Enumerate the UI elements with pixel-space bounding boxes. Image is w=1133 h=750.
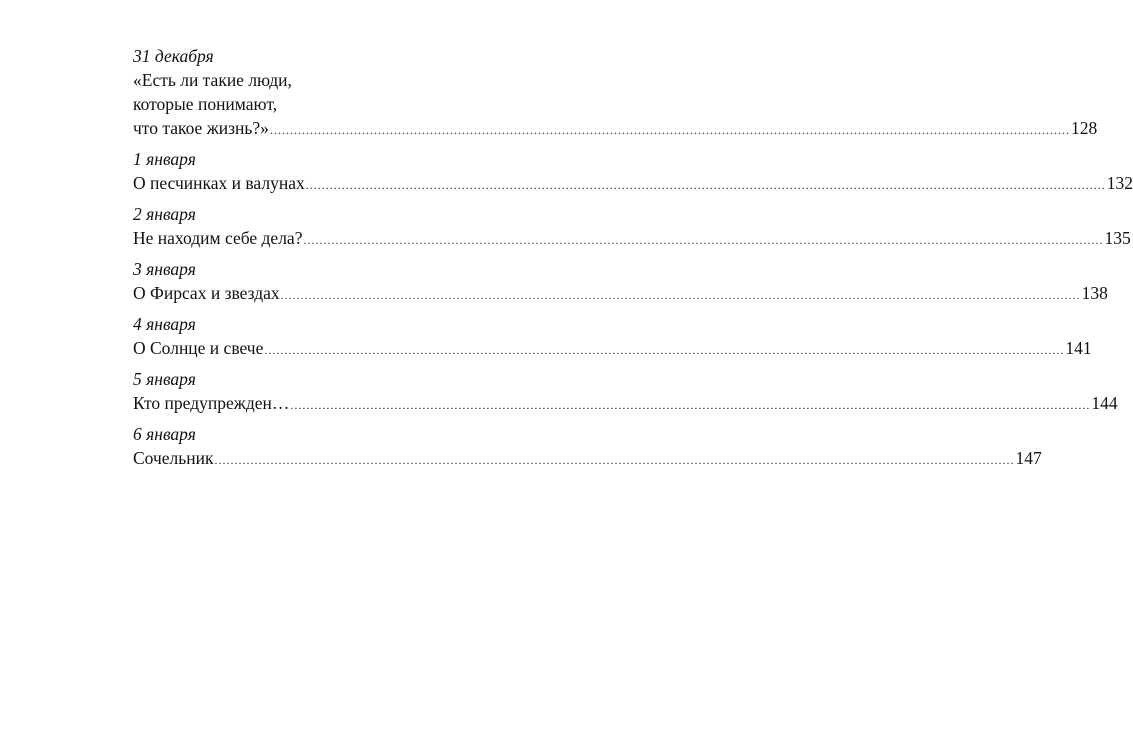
entry-title: О Фирсах и звездах [133,283,280,303]
toc-entry-jan-2 [133,202,1131,250]
entry-title: Не находим себе дела? [133,228,303,248]
toc-entry-jan-1 [133,147,1133,195]
entry-title: что такое жизнь?» [133,118,269,138]
entry-date: 31 декабря [133,46,214,66]
entry-title: Кто предупрежден… [133,393,290,413]
toc-entry-jan-6 [133,422,1042,470]
dot-leader: ........................................................................................................................................................................................................ [290,398,1091,412]
entry-title-row [133,171,1133,195]
table-of-contents [133,44,1133,477]
toc-entry-jan-4 [133,312,1092,360]
entry-title: О Солнце и свече [133,338,264,358]
entry-page-number: 138 [1081,283,1108,303]
entry-date: 2 января [133,204,196,224]
dot-leader: ........................................................................................................................................................................................................ [280,288,1081,302]
dot-leader: ........................................................................................................................................................................................................ [305,178,1106,192]
entry-title-row [133,336,1092,360]
entry-page-number: 135 [1104,228,1131,248]
dot-leader: ........................................................................................................................................................................................................ [269,123,1070,137]
entry-title: О песчинках и валунах [133,173,305,193]
entry-title-line-2: которые понимают, [133,94,278,114]
dot-leader: ........................................................................................................................................................................................................ [264,343,1065,357]
entry-title-row [133,226,1131,250]
entry-date: 6 января [133,424,196,444]
entry-title-line-1: «Есть ли такие люди, [133,70,292,90]
toc-entry-jan-3 [133,257,1108,305]
entry-title: Сочельник [133,448,214,468]
entry-page-number: 141 [1065,338,1092,358]
entry-date: 5 января [133,369,196,389]
dot-leader: ........................................................................................................................................................................................................ [303,233,1104,247]
entry-title-row [133,391,1118,415]
entry-title-row [133,281,1108,305]
entry-page-number: 128 [1070,118,1098,138]
entry-page-number: 132 [1106,173,1133,193]
toc-entry-dec-31 [133,44,1098,140]
dot-leader: ........................................................................................................................................................................................................ [214,453,1015,467]
entry-page-number: 144 [1091,393,1118,413]
entry-page-number: 147 [1015,448,1042,468]
toc-entry-jan-5 [133,367,1118,415]
entry-date: 1 января [133,149,196,169]
entry-title-row [133,116,1098,140]
entry-date: 3 января [133,259,196,279]
entry-date: 4 января [133,314,196,334]
entry-title-row [133,446,1042,470]
